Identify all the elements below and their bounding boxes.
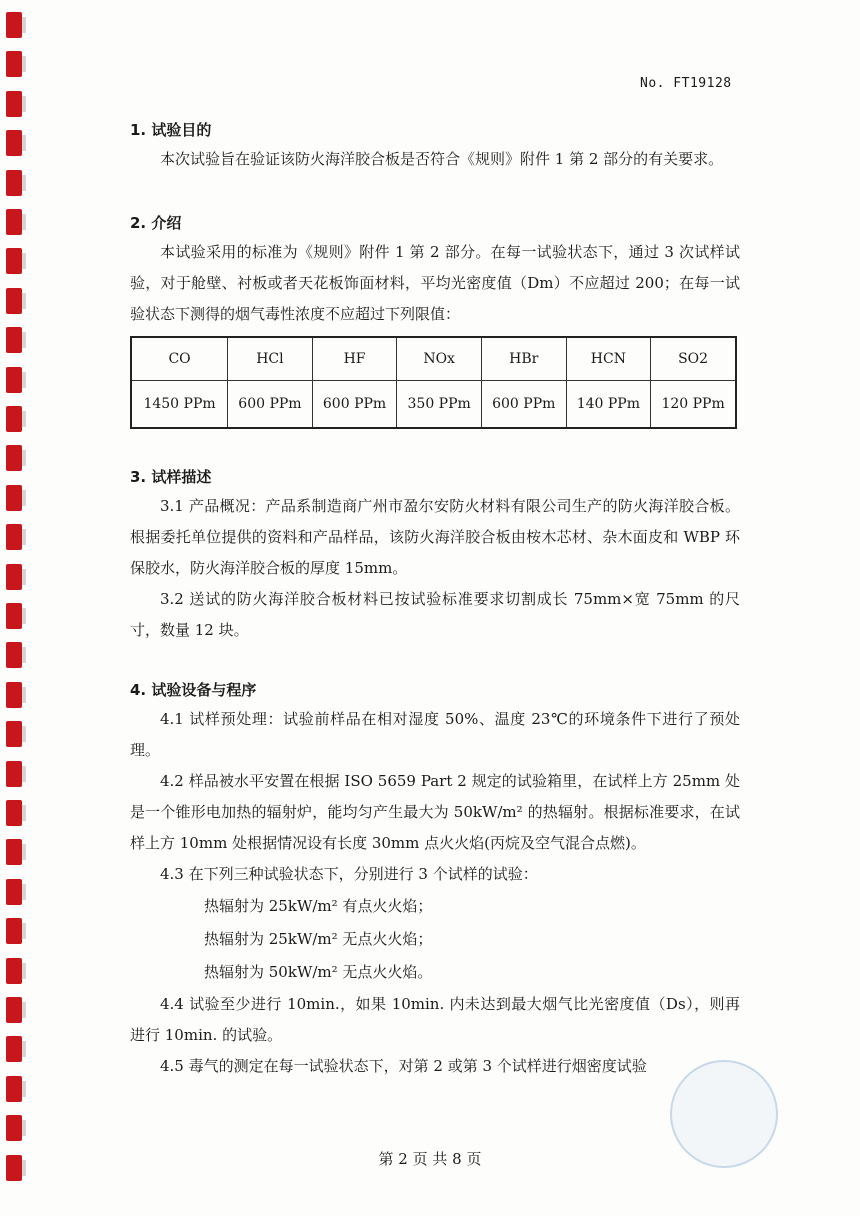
binding-mark xyxy=(6,603,22,629)
binding-mark xyxy=(6,918,22,944)
binding-mark xyxy=(6,327,22,353)
section-1-paragraph: 本次试验旨在验证该防火海洋胶合板是否符合《规则》附件 1 第 2 部分的有关要求。 xyxy=(160,150,724,168)
table-cell: 120 PPm xyxy=(651,381,736,429)
list-item: 热辐射为 50kW/m² 无点火火焰。 xyxy=(204,963,433,981)
section-2-heading: 2. 介绍 xyxy=(130,214,182,232)
section-3-heading: 3. 试样描述 xyxy=(130,468,212,486)
section-4-1-paragraph: 4.1 试样预处理：试验前样品在相对湿度 50%、温度 23℃的环境条件下进行了预处理。 xyxy=(130,710,740,759)
section-2-paragraph: 本试验采用的标准为《规则》附件 1 第 2 部分。在每一试验状态下，通过 3 次试样试验，对于舱壁、衬板或者天花板饰面材料，平均光密度值（Dm）不应超过 200；在每一试验状态下测得的烟气毒性浓度不应超过下列限值： xyxy=(130,243,740,323)
section-4-2-paragraph: 4.2 样品被水平安置在根据 ISO 5659 Part 2 规定的试验箱里，在试样上方 25mm 处是一个锥形电加热的辐射炉，能均匀产生最大为 50kW/m² 的热辐射。根据标准要求，在试样上方 10mm 处根据情况设有长度 30mm 点火火焰(丙烷及空气混合点燃)。 xyxy=(130,772,740,852)
section-3-1-paragraph: 3.1 产品概况：产品系制造商广州市盈尔安防火材料有限公司生产的防火海洋胶合板。根据委托单位提供的资料和产品样品，该防火海洋胶合板由桉木芯材、杂木面皮和 WBP 环保胶水，防火海洋胶合板的厚度 15mm。 xyxy=(130,497,740,577)
list-item: 热辐射为 25kW/m² 无点火火焰； xyxy=(204,930,433,948)
section-4-heading: 4. 试验设备与程序 xyxy=(130,681,257,699)
section-1-heading: 1. 试验目的 xyxy=(130,121,212,139)
table-cell: 350 PPm xyxy=(397,381,482,429)
table-cell: 1450 PPm xyxy=(131,381,228,429)
binding-mark xyxy=(6,367,22,393)
binding-mark xyxy=(6,12,22,38)
binding-mark xyxy=(6,1115,22,1141)
table-header-cell: NOx xyxy=(397,337,482,381)
binding-mark xyxy=(6,642,22,668)
page-footer: 第 2 页 共 8 页 xyxy=(378,1150,482,1168)
binding-mark xyxy=(6,445,22,471)
page-body xyxy=(130,116,740,1082)
document-number: No. FT19128 xyxy=(640,76,732,91)
binding-mark xyxy=(6,485,22,511)
table-cell: 140 PPm xyxy=(566,381,651,429)
binding-mark xyxy=(6,958,22,984)
binding-mark xyxy=(6,170,22,196)
table-header-cell: HCN xyxy=(566,337,651,381)
binding-strip xyxy=(0,0,40,1216)
table-row xyxy=(131,381,736,429)
binding-mark xyxy=(6,997,22,1023)
binding-mark xyxy=(6,1036,22,1062)
table-header-row xyxy=(131,337,736,381)
binding-mark xyxy=(6,564,22,590)
section-4-5-paragraph: 4.5 毒气的测定在每一试验状态下，对第 2 或第 3 个试样进行烟密度试验 xyxy=(160,1057,647,1075)
table-header-cell: SO2 xyxy=(651,337,736,381)
binding-mark xyxy=(6,839,22,865)
table-header-cell: HBr xyxy=(481,337,566,381)
binding-mark xyxy=(6,800,22,826)
section-3-2-paragraph: 3.2 送试的防火海洋胶合板材料已按试验标准要求切割成长 75mm×宽 75mm 的尺寸，数量 12 块。 xyxy=(130,590,740,639)
binding-mark xyxy=(6,524,22,550)
table-header-cell: HF xyxy=(312,337,397,381)
table-header-cell: HCl xyxy=(228,337,313,381)
section-4-4-paragraph: 4.4 试验至少进行 10min.，如果 10min. 内未达到最大烟气比光密度值（Ds），则再进行 10min. 的试验。 xyxy=(130,995,740,1044)
binding-mark xyxy=(6,721,22,747)
table-cell: 600 PPm xyxy=(312,381,397,429)
list-item: 热辐射为 25kW/m² 有点火火焰； xyxy=(204,897,433,915)
section-4-3-paragraph: 4.3 在下列三种试验状态下，分别进行 3 个试样的试验： xyxy=(160,865,538,883)
binding-mark xyxy=(6,209,22,235)
binding-mark xyxy=(6,288,22,314)
binding-mark xyxy=(6,91,22,117)
table-cell: 600 PPm xyxy=(228,381,313,429)
toxicity-limits-table xyxy=(130,336,737,429)
binding-mark xyxy=(6,682,22,708)
binding-mark xyxy=(6,406,22,432)
table-cell: 600 PPm xyxy=(481,381,566,429)
binding-mark xyxy=(6,761,22,787)
binding-mark xyxy=(6,248,22,274)
binding-mark xyxy=(6,130,22,156)
binding-mark xyxy=(6,1076,22,1102)
binding-mark xyxy=(6,51,22,77)
binding-mark xyxy=(6,879,22,905)
test-conditions-list xyxy=(130,890,740,989)
table-header-cell: CO xyxy=(131,337,228,381)
